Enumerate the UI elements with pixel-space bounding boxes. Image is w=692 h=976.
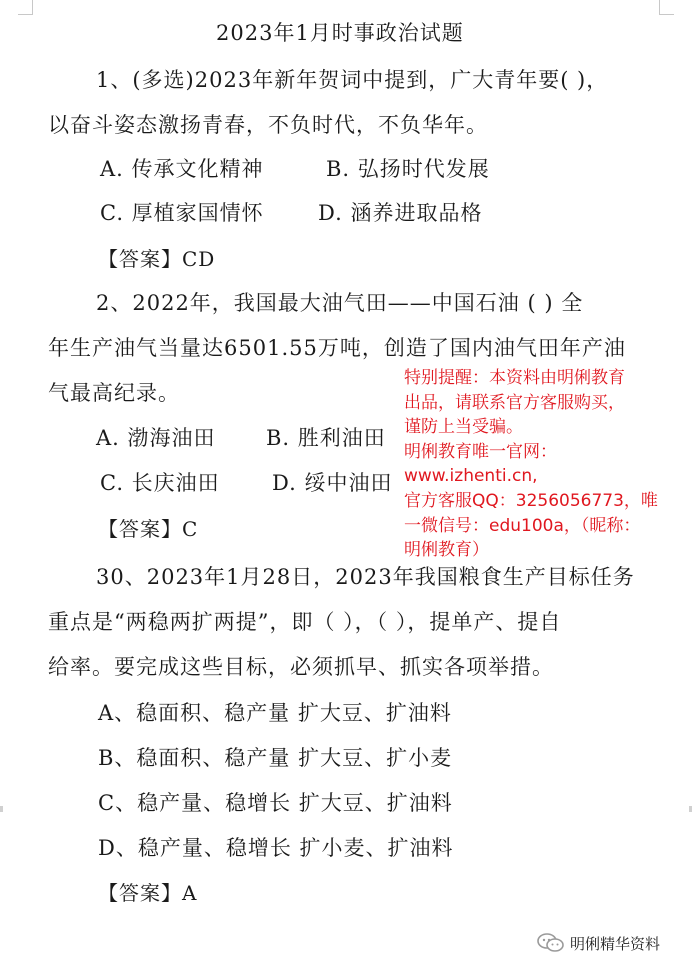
question-2-option-a: A. 渤海油田 [96,426,216,450]
question-30-option-b: B、稳面积、稳产量 扩大豆、扩小麦 [98,746,453,770]
notice-line: 官方客服QQ：3256056773，唯 [404,490,658,511]
question-1-option-a: A. 传承文化精神 [100,157,264,181]
notice-line: 出品，请联系官方客服购买， [404,392,625,413]
question-2-line-3: 气最高纪录。 [48,381,180,405]
question-2-option-d: D. 绥中油田 [272,471,393,495]
watermark-notice [404,366,689,563]
question-30-line-3: 给率。要完成这些目标，必须抓早、抓实各项举措。 [48,655,554,679]
question-30-answer: 【答案】A [98,881,198,905]
question-30-option-d: D、稳产量、稳增长 扩小麦、扩油料 [98,836,454,860]
wechat-icon [536,932,566,954]
notice-line: 明俐教育唯一官网： [404,441,557,462]
source-footer [536,930,660,956]
question-30-option-c: C、稳产量、稳增长 扩大豆、扩油料 [98,791,453,815]
notice-line: 一微信号：edu100a，（昵称： [404,515,641,536]
question-2-option-c: C. 长庆油田 [100,471,220,495]
question-2-line-1: 2、2022年，我国最大油气田——中国石油 ( ) 全 [96,291,584,315]
question-30-line-1: 30、2023年1月28日，2023年我国粮食生产目标任务 [96,565,635,589]
footer-label: 明俐精华资料 [570,934,661,953]
question-30-line-2: 重点是“两稳两扩两提”，即（ ），（ ），提单产、提自 [48,610,562,634]
notice-website: www.izhenti.cn, [404,466,538,487]
question-1-answer: 【答案】CD [98,247,216,271]
question-1-line-2: 以奋斗姿态激扬青春，不负时代，不负华年。 [48,113,488,137]
notice-line: 特别提醒：本资料由明俐教育 [404,368,625,388]
margin-mark [0,806,3,812]
question-1-option-b: B. 弘扬时代发展 [326,157,490,181]
notice-line: 明俐教育） [404,540,489,561]
question-1-option-d: D. 涵养进取品格 [318,201,483,225]
question-30-option-a: A、稳面积、稳产量 扩大豆、扩油料 [98,701,452,725]
question-2-answer: 【答案】C [98,517,199,541]
page-title: 2023年1月时事政治试题 [216,21,464,45]
notice-line: 谨防上当受骗。 [404,417,523,438]
question-1-line-1: 1、(多选)2023年新年贺词中提到，广大青年要( )， [96,68,609,92]
question-2-line-2: 年生产油气当量达6501.55万吨，创造了国内油气田年产油 [48,336,626,360]
page-corner-mark [659,0,674,15]
question-2-option-b: B. 胜利油田 [266,426,386,450]
question-1-option-c: C. 厚植家国情怀 [100,201,264,225]
page-corner-mark [18,0,33,15]
